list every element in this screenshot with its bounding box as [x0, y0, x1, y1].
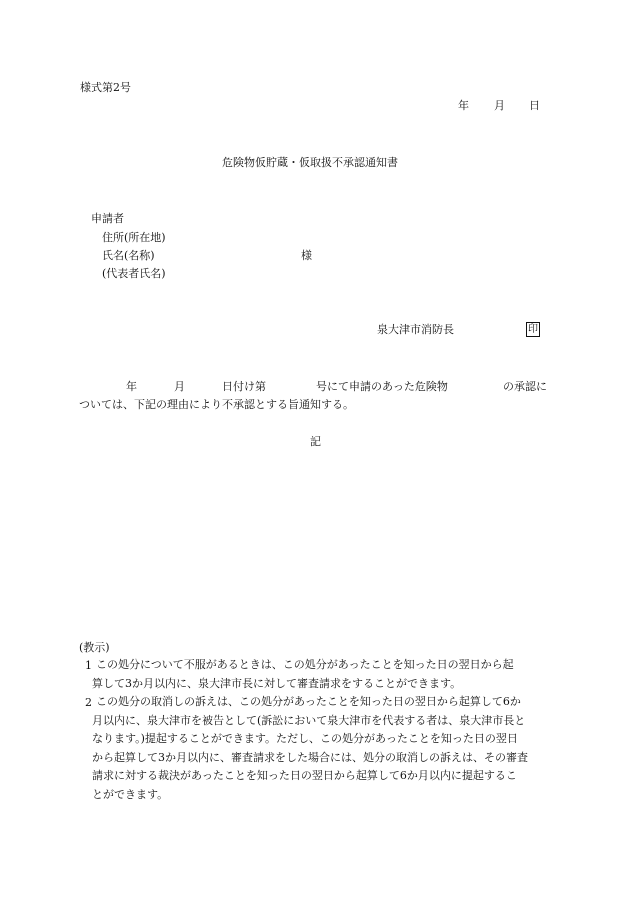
notice-line: 請求に対する裁決があったことを知った日の翌日から起算して6か月以内に提起するこ	[92, 769, 517, 782]
seal-label: 印	[528, 324, 538, 335]
notice-line: から起算して3か月以内に、審査請求をした場合には、処分の取消しの訴えは、その審査	[92, 750, 528, 764]
name-label: 氏名(名称)	[102, 249, 155, 262]
notice-list	[80, 656, 552, 804]
body-number-text: 号にて申請のあった危険物	[316, 380, 448, 393]
notice-line: 算して3か月以内に、泉大津市長に対して審査請求をすることができます。	[92, 676, 462, 690]
date-year: 年	[458, 99, 469, 112]
date-month: 月	[494, 99, 505, 112]
notice-item-number: 1	[85, 659, 92, 672]
ki-mark: 記	[310, 435, 321, 448]
applicant-heading: 申請者	[91, 212, 124, 225]
body-year: 年	[126, 380, 137, 393]
representative-label: (代表者氏名)	[102, 267, 166, 280]
notice-line: とができます。	[92, 787, 169, 801]
form-number: 様式第2号	[80, 81, 131, 94]
seal-mark	[526, 322, 540, 337]
date-day: 日	[529, 99, 540, 112]
notice-item-1	[80, 656, 552, 693]
address-label: 住所(所在地)	[102, 231, 166, 244]
document-title: 危険物仮貯蔵・仮取扱不承認通知書	[222, 156, 398, 169]
body-date-ref: 日付け第	[222, 380, 266, 393]
notice-line: なります。)提起することができます。ただし、この処分があったことを知った日の翌日	[92, 732, 518, 745]
notice-line: 月以内に、泉大津市を被告として(訴訟において泉大津市を代表する者は、泉大津市長と	[92, 713, 526, 727]
issuer-name: 泉大津市消防長	[377, 323, 454, 336]
notice-line: この処分の取消しの訴えは、この処分があったことを知った日の翌日から起算して6か	[96, 695, 521, 708]
body-line-2: ついては、下記の理由により不承認とする旨通知する。	[79, 398, 354, 411]
notice-line: この処分について不服があるときは、この処分があったことを知った日の翌日から起	[96, 658, 514, 671]
notice-item-number: 2	[85, 696, 92, 709]
body-approval-text: の承認に	[503, 380, 547, 393]
honorific: 様	[301, 249, 312, 262]
notice-heading: (教示)	[79, 641, 110, 654]
body-month: 月	[174, 380, 185, 393]
notice-item-2	[80, 693, 552, 804]
